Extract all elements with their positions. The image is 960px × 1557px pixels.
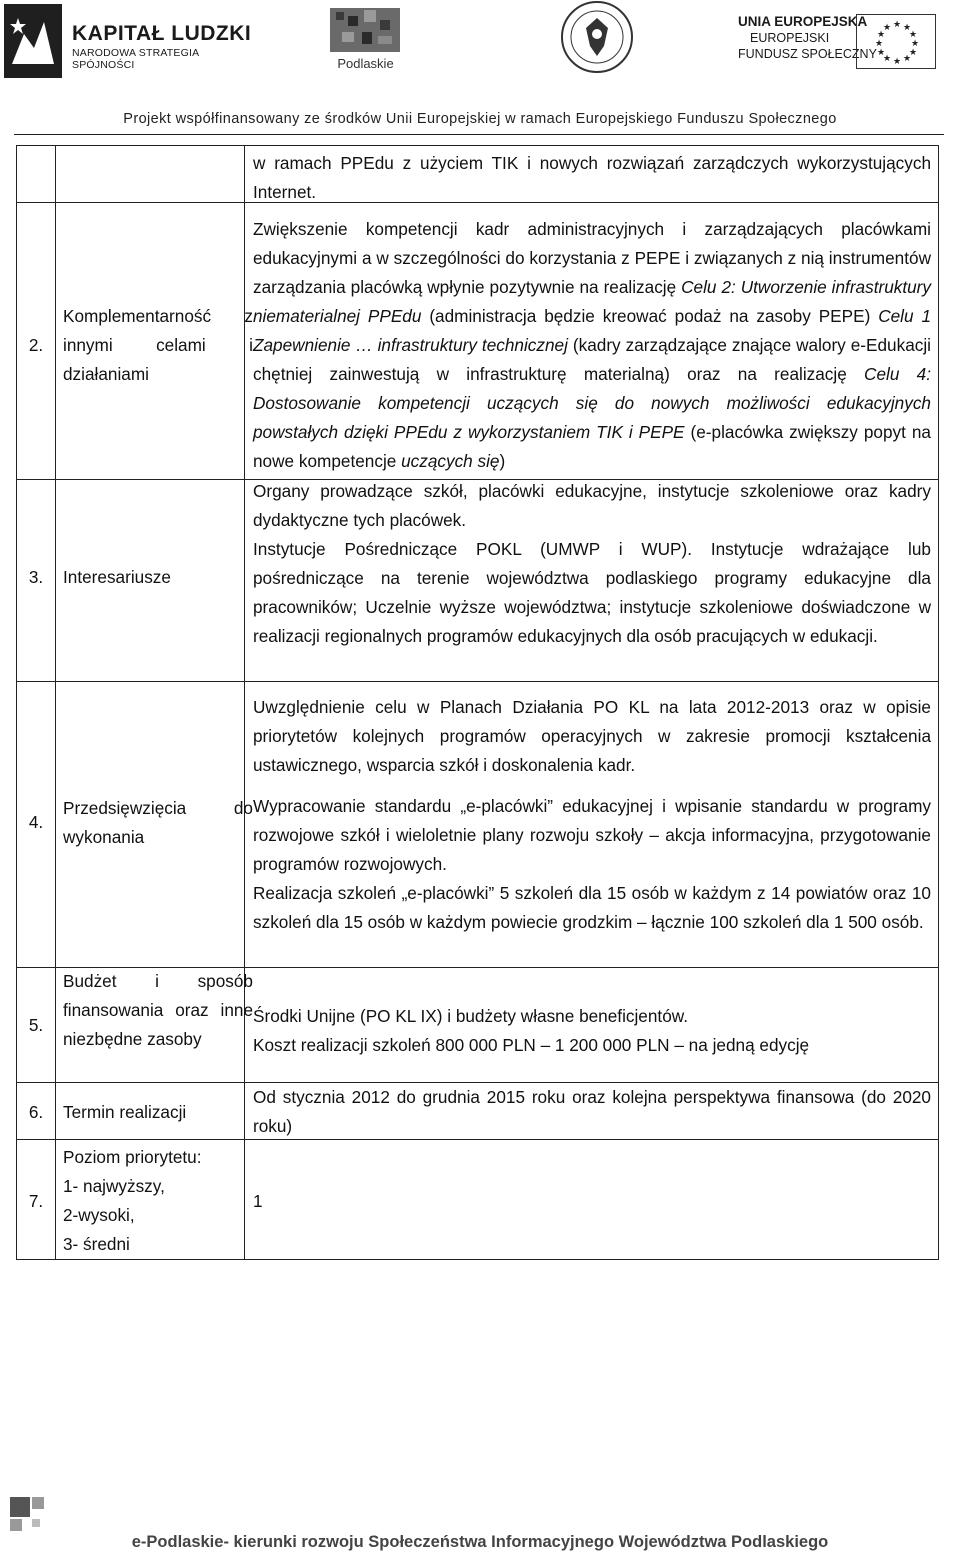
row4-number: 4. xyxy=(28,812,44,832)
row3-number: 3. xyxy=(28,567,44,587)
podlaskie-logo xyxy=(318,2,413,82)
row2-label: Komplementarność z innymi celami i działaniami xyxy=(63,306,253,384)
svg-text:★: ★ xyxy=(877,48,886,58)
eu-flag-icon xyxy=(856,14,936,69)
svg-text:★: ★ xyxy=(911,39,920,49)
row-divider xyxy=(16,681,939,682)
kapital-ludzki-emblem xyxy=(4,4,66,82)
row4-label: Przedsięwzięcia do wykonania xyxy=(63,798,253,847)
eu-logo xyxy=(738,14,943,74)
svg-text:★: ★ xyxy=(877,30,886,40)
row5-label: Budżet i sposób finansowania oraz inne niezbędne zasoby xyxy=(63,971,253,1049)
kl-subtitle: NARODOWA STRATEGIA SPÓJNOŚCI xyxy=(72,47,199,71)
row6-label: Termin realizacji xyxy=(63,1102,187,1122)
row2-description: Zwiększenie kompetencji kadr administracyjnych i zarządzających placówkami edukacyjnymi a w szczególności do korzystania z PEPE i związanych z nią instrumentów zarządzania placówką wpłynie pozytywnie na realizację Celu 2: Utworzenie infrastruktury niematerialnej PPEdu (administracja będzie kreować podaż na zasoby PEPE) Celu 1 Zapewnienie … infrastruktury technicznej (kadry zarządzające znające walory e-Edukacji chętniej zainwestują w infrastrukturę materialną) oraz na realizację Celu 4: Dostosowanie kompetencji uczących się do nowych możliwości edukacyjnych powstałych dzięki PPEdu z wykorzystaniem TIK i PEPE (e-placówka zwiększy popyt na nowe kompetencje uczących się) xyxy=(253,219,932,471)
svg-text:★: ★ xyxy=(909,30,918,40)
row5-paragraph-1: Środki Unijne (PO KL IX) i budżety własne beneficjentów. xyxy=(253,1006,688,1026)
priority-label: Poziom priorytetu: xyxy=(63,1147,202,1167)
row3-paragraph-2: Instytucje Pośredniczące POKL (UMWP i WUP). Instytucje wdrażające lub pośredniczące na terenie województwa podlaskiego programy edukacyjne dla pracowników; Uczelnie wyższe województwa; instytucje szkoleniowe doświadczone w realizacji regionalnych programów edukacyjnych dla osób pracujących w edukacji. xyxy=(253,539,931,646)
bison-icon xyxy=(318,2,413,56)
svg-text:★: ★ xyxy=(903,23,912,33)
svg-text:★: ★ xyxy=(875,39,884,49)
row4-paragraph-3: Realizacja szkoleń „e-placówki” 5 szkoleń dla 15 osób w każdym z 14 powiatów oraz 10 szkoleń dla 15 osób w każdym powiecie grodzkim – łącznie 100 szkoleń dla 1 500 osób. xyxy=(253,883,931,932)
svg-text:★: ★ xyxy=(893,57,902,67)
header-divider xyxy=(14,134,944,135)
row7-priority-value: 1 xyxy=(253,1191,263,1211)
row4-paragraph-2: Wypracowanie standardu „e-placówki” edukacyjnej i wpisanie standardu w programy rozwojowe szkół i wieloletnie plany rozwoju szkoły – akcja informacyjna, przygotowanie programów rozwojowych. xyxy=(253,796,931,874)
svg-text:★: ★ xyxy=(903,54,912,64)
priority-level-1: 1- najwyższy, xyxy=(63,1176,165,1196)
footer-title: e-Podlaskie- kierunki rozwoju Społeczeństwa Informacyjnego Województwa Podlaskiego xyxy=(131,1533,829,1551)
row6-number: 6. xyxy=(28,1102,44,1122)
ue-line3: FUNDUSZ SPOŁECZNY xyxy=(738,47,877,61)
row2-number: 2. xyxy=(28,335,44,355)
seal-icon xyxy=(560,0,635,75)
table-border-top xyxy=(16,145,939,146)
kapital-ludzki-logo xyxy=(0,0,260,100)
table-border-left xyxy=(16,145,17,1259)
priority-level-3: 3- średni xyxy=(63,1234,130,1254)
svg-text:★: ★ xyxy=(909,48,918,58)
svg-text:★: ★ xyxy=(883,54,892,64)
svg-text:★: ★ xyxy=(893,20,902,30)
row3-paragraph-1: Organy prowadzące szkół, placówki edukacyjne, instytucje szkoleniowe oraz kadry dydaktyczne tych placówek. xyxy=(253,481,931,530)
priority-level-2: 2-wysoki, xyxy=(63,1205,135,1225)
row3-label: Interesariusze xyxy=(63,567,171,587)
ue-line1: UNIA EUROPEJSKA xyxy=(738,14,868,29)
row6-description: Od stycznia 2012 do grudnia 2015 roku oraz kolejna perspektywa finansowa (do 2020 roku) xyxy=(253,1087,931,1136)
row1-description: w ramach PPEdu z użyciem TIK i nowych rozwiązań zarządczych wykorzystujących Internet. xyxy=(253,153,931,202)
row4-paragraph-1: Uwzględnienie celu w Planach Działania PO KL na lata 2012-2013 oraz w opisie priorytetów kolejnych programów operacyjnych w zakresie promocji kształcenia ustawicznego, wsparcia szkół i doskonalenia kadr. xyxy=(253,697,931,775)
table-col-divider-1 xyxy=(55,145,56,1259)
bialystok-seal-logo xyxy=(560,0,635,75)
row7-label xyxy=(63,1143,253,1259)
row5-number: 5. xyxy=(28,1015,44,1035)
row5-paragraph-2: Koszt realizacji szkoleń 800 000 PLN – 1 200 000 PLN – na jedną edycję xyxy=(253,1035,810,1055)
row7-number: 7. xyxy=(28,1191,44,1211)
kl-title: KAPITAŁ LUDZKI xyxy=(72,22,252,45)
podlaskie-label: Podlaskie xyxy=(337,56,394,71)
table-border-right xyxy=(938,145,939,1259)
table-border-bottom xyxy=(16,1259,939,1260)
footer-logo-squares-icon xyxy=(10,1497,46,1538)
svg-text:★: ★ xyxy=(883,23,892,33)
project-cofinancing-line: Projekt współfinansowany ze środków Unii Europejskiej w ramach Europejskiego Funduszu Społecznego xyxy=(123,111,837,127)
ue-line2: EUROPEJSKI xyxy=(750,31,830,45)
